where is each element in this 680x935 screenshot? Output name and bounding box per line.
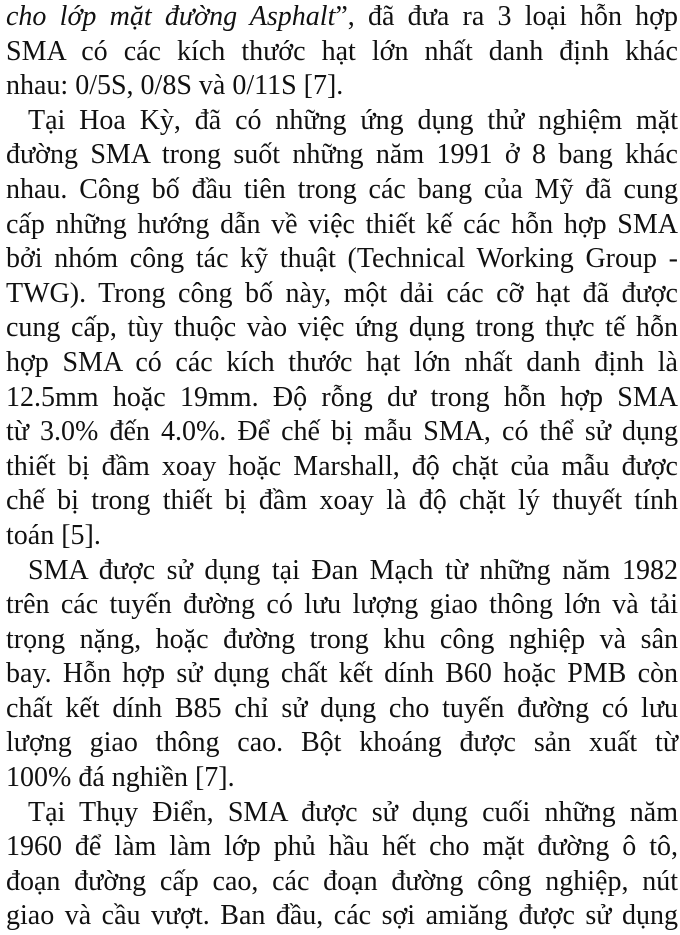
- paragraph: [6, 104, 678, 554]
- text-line: giao và cầu vượt. Ban đầu, các sợi amiăng được sử dụng: [6, 900, 678, 932]
- text-line: chất kết dính B85 chỉ sử dụng cho tuyến đường có lưu: [6, 692, 678, 724]
- text-line: bay. Hỗn hợp sử dụng chất kết dính B60 hoặc PMB còn: [6, 658, 678, 690]
- text-line: thiết bị đầm xoay hoặc Marshall, độ chặt của mẫu được: [6, 450, 678, 482]
- text-line: trên các tuyến đường có lưu lượng giao thông lớn và tải: [6, 589, 678, 621]
- text-line: đường SMA trong suốt những năm 1991 ở 8 bang khác: [6, 139, 678, 171]
- text-line: nhau. Công bố đầu tiên trong các bang của Mỹ đã cung: [6, 173, 678, 205]
- text-line: đoạn đường cấp cao, các đoạn đường công nghiệp, nút: [6, 865, 678, 897]
- text-line: hợp SMA có các kích thước hạt lớn nhất danh định là: [6, 346, 678, 378]
- text-line: trọng nặng, hoặc đường trong khu công nghiệp và sân: [6, 623, 678, 655]
- text-line: Tại Hoa Kỳ, đã có những ứng dụng thử nghiệm mặt: [28, 104, 678, 136]
- text-line: cấp những hướng dẫn về việc thiết kế các hỗn hợp SMA: [6, 208, 678, 240]
- italic-title-fragment: cho lớp mặt đường Asphalt: [6, 1, 336, 32]
- text-line: SMA được sử dụng tại Đan Mạch từ những năm 1982: [28, 554, 678, 586]
- text-line: TWG). Trong công bố này, một dải các cỡ hạt đã được: [6, 277, 678, 309]
- text-line: từ 3.0% đến 4.0%. Để chế bị mẫu SMA, có thể sử dụng: [6, 416, 678, 448]
- text-line: 100% đá nghiền [7].: [6, 762, 235, 794]
- text-line: lượng giao thông cao. Bột khoáng được sản xuất từ: [6, 727, 678, 759]
- text-line: cung cấp, tùy thuộc vào việc ứng dụng trong thực tế hỗn: [6, 312, 678, 344]
- text-line: 12.5mm hoặc 19mm. Độ rỗng dư trong hỗn hợp SMA: [6, 381, 678, 413]
- text-line: chế bị trong thiết bị đầm xoay là độ chặt lý thuyết tính: [6, 485, 678, 517]
- text-line: toán [5].: [6, 519, 101, 551]
- text-line-rest: ”, đã đưa ra 3 loại hỗn hợp: [335, 1, 678, 32]
- paragraph: [6, 0, 678, 104]
- text-line: bởi nhóm công tác kỹ thuật (Technical Working Group -: [6, 243, 678, 275]
- text-line: nhau: 0/5S, 0/8S và 0/11S [7].: [6, 70, 344, 102]
- text-line: Tại Thụy Điển, SMA được sử dụng cuối những năm: [28, 796, 678, 828]
- paragraph: [6, 796, 678, 934]
- text-line: SMA có các kích thước hạt lớn nhất danh định khác: [6, 35, 678, 67]
- paragraph: [6, 554, 678, 796]
- text-line: [6, 0, 678, 35]
- text-line: 1960 để làm làm lớp phủ hầu hết cho mặt đường ô tô,: [6, 831, 678, 863]
